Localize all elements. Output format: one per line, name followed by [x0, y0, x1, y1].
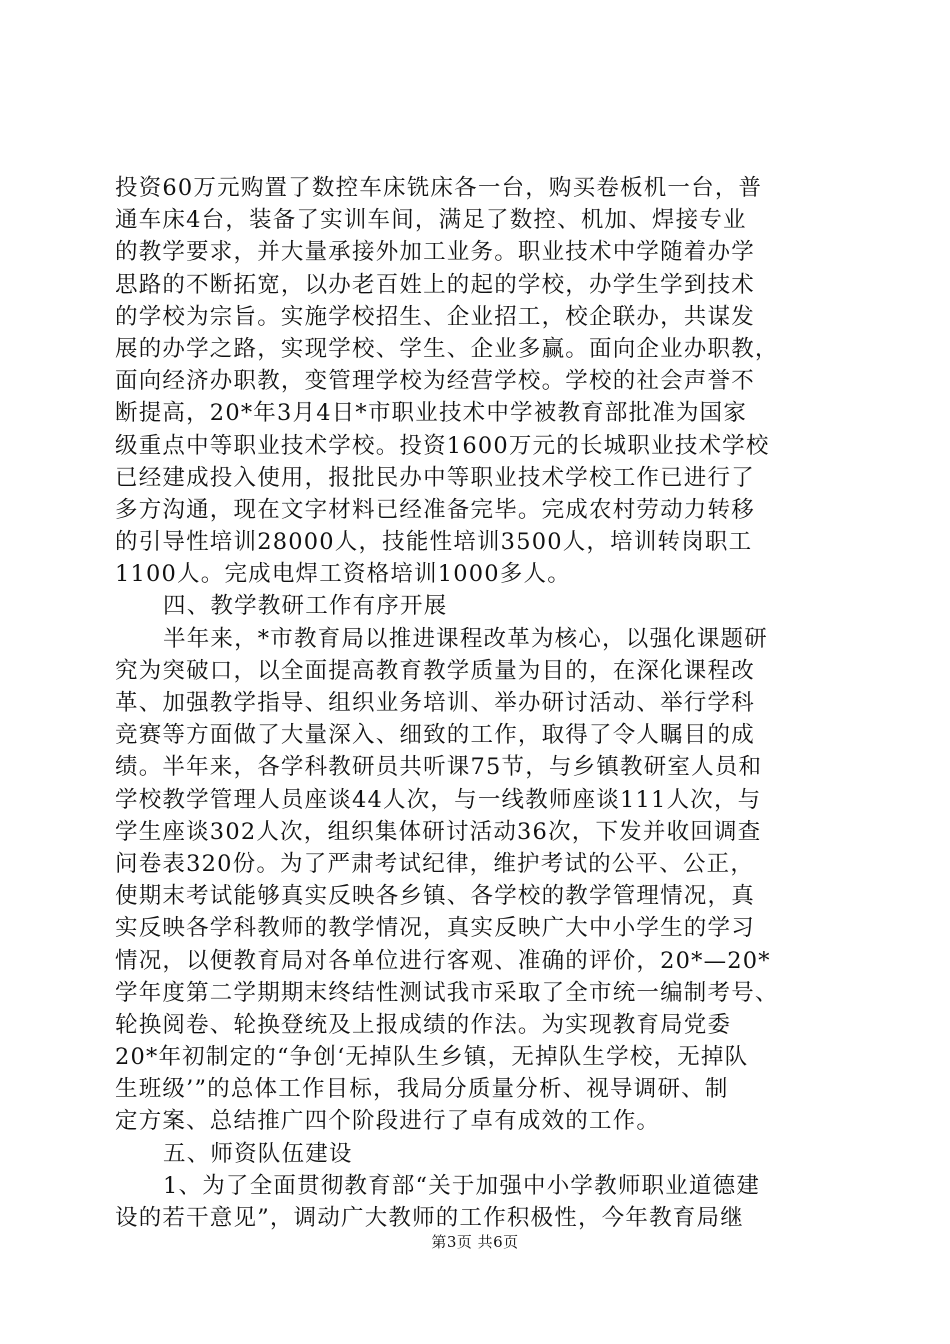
- text-line: 的教学要求，并大量承接外加工业务。职业技术中学随着办学: [115, 239, 755, 266]
- text-line: 通车床4台，装备了实训车间，满足了数控、机加、焊接专业: [115, 207, 747, 234]
- text-line: 实反映各学科教师的教学情况，真实反映广大中小学生的学习: [115, 915, 755, 942]
- text-line: 投资60万元购置了数控车床铣床各一台，购买卷板机一台，普: [115, 175, 763, 201]
- text-line: 思路的不断拓宽，以办老百姓上的起的学校，办学生学到技术: [115, 271, 755, 298]
- text-line: 革、加强教学指导、组织业务培训、举办研讨活动、举行学科: [115, 690, 755, 716]
- text-line: 1、为了全面贯彻教育部“关于加强中小学教师职业道德建: [163, 1172, 761, 1199]
- text-line: 学年度第二学期期末终结性测试我市采取了全市统一编制考号、: [115, 979, 779, 1006]
- text-line: 学生座谈302人次，组织集体研讨活动36次，下发并收回调查: [115, 818, 762, 845]
- document-body: [115, 172, 850, 1234]
- text-line: 定方案、总结推广四个阶段进行了卓有成效的工作。: [115, 1108, 661, 1135]
- text-line: 学校教学管理人员座谈44人次，与一线教师座谈111人次，与: [115, 786, 762, 813]
- text-line: 五、师资队伍建设: [163, 1140, 353, 1167]
- text-line: 问卷表320份。为了严肃考试纪律，维护考试的公平、公正，: [115, 850, 755, 877]
- text-line: 级重点中等职业技术学校。投资1600万元的长城职业技术学校: [115, 432, 770, 459]
- text-line: 多方沟通，现在文字材料已经准备完毕。完成农村劳动力转移: [115, 496, 755, 523]
- text-line: 20*年初制定的“争创‘无掉队生乡镇，无掉队生学校，无掉队: [115, 1044, 749, 1071]
- text-line: 情况，以便教育局对各单位进行客观、准确的评价，20*—20*: [115, 947, 771, 974]
- text-line: 四、教学教研工作有序开展: [163, 593, 448, 620]
- text-line: 使期末考试能够真实反映各乡镇、各学校的教学管理情况，真: [115, 883, 755, 910]
- text-line: 轮换阅卷、轮换登统及上报成绩的作法。为实现教育局党委: [115, 1011, 732, 1038]
- text-line: 已经建成投入使用，报批民办中等职业技术学校工作已进行了: [115, 464, 755, 491]
- text-line: 展的办学之路，实现学校、学生、企业多赢。面向企业办职教，: [115, 335, 779, 362]
- text-line: 生班级’”的总体工作目标，我局分质量分析、视导调研、制: [115, 1076, 729, 1103]
- text-line: 1100人。完成电焊工资格培训1000多人。: [115, 561, 571, 588]
- text-line: 的引导性培训28000人，技能性培训3500人，培训转岗职工: [115, 529, 753, 556]
- page-footer: 第3页 共6页: [431, 1233, 519, 1251]
- text-line: 断提高，20*年3月4日*市职业技术中学被教育部批准为国家: [115, 400, 748, 427]
- text-line: 竞赛等方面做了大量深入、细致的工作，取得了令人瞩目的成: [115, 722, 755, 749]
- text-line: 半年来，*市教育局以推进课程改革为核心，以强化课题研: [163, 625, 768, 652]
- text-line: 的学校为宗旨。实施学校招生、企业招工，校企联办，共谋发: [115, 303, 755, 330]
- text-line: 绩。半年来，各学科教研员共听课75节，与乡镇教研室人员和: [115, 754, 763, 781]
- text-line: 究为突破口，以全面提高教育教学质量为目的，在深化课程改: [115, 657, 755, 684]
- text-line: 面向经济办职教，变管理学校为经营学校。学校的社会声誉不: [115, 368, 755, 395]
- text-line: 设的若干意见”，调动广大教师的工作积极性，今年教育局继: [115, 1205, 744, 1231]
